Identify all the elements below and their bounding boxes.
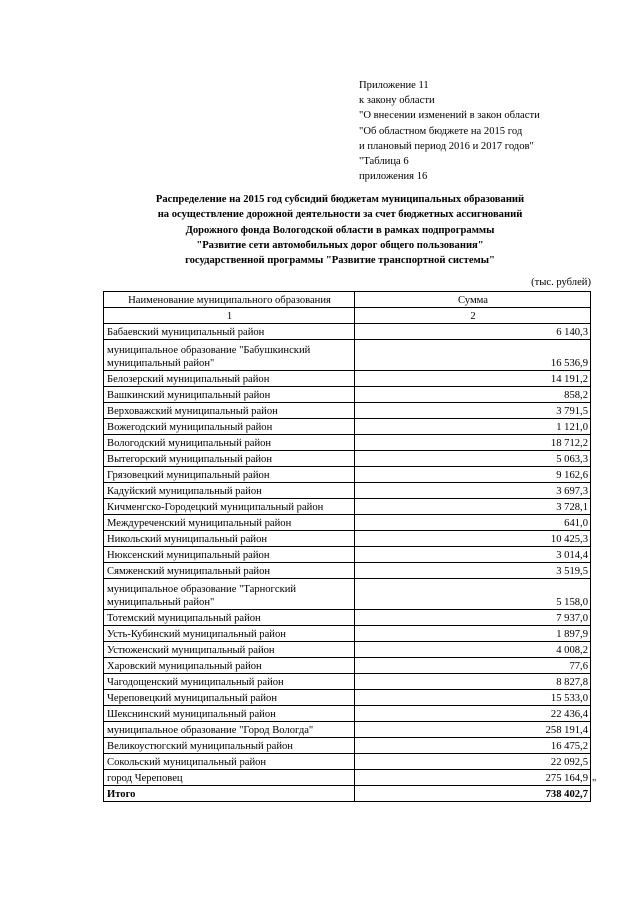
table-row xyxy=(104,610,591,626)
column-number-row xyxy=(104,308,591,324)
subsidy-amount: 8 827,8 xyxy=(355,674,591,690)
table-row xyxy=(104,754,591,770)
subsidy-amount: 3 697,3 xyxy=(355,483,591,499)
appendix-line: приложения 16 xyxy=(359,171,428,183)
subsidy-amount: 9 162,6 xyxy=(355,467,591,483)
municipality-name: Вашкинский муниципальный район xyxy=(104,387,355,403)
table-row xyxy=(104,483,591,499)
table-row xyxy=(104,451,591,467)
appendix-line: "О внесении изменений в закон области xyxy=(359,110,540,122)
subsidy-amount: 4 008,2 xyxy=(355,642,591,658)
subsidy-amount: 641,0 xyxy=(355,515,591,531)
municipality-name: Вологодский муниципальный район xyxy=(104,435,355,451)
table-row xyxy=(104,738,591,754)
municipality-name: Устюженский муниципальный район xyxy=(104,642,355,658)
municipality-name: Сямженский муниципальный район xyxy=(104,563,355,579)
total-row xyxy=(104,786,591,802)
subsidy-amount: 22 436,4 xyxy=(355,706,591,722)
municipality-name: Вытегорский муниципальный район xyxy=(104,451,355,467)
table-row xyxy=(104,371,591,387)
subsidy-amount: 10 425,3 xyxy=(355,531,591,547)
appendix-line: "Таблица 6 xyxy=(359,156,409,168)
municipality-name: Кадуйский муниципальный район xyxy=(104,483,355,499)
table-row xyxy=(104,626,591,642)
document-title xyxy=(100,192,580,268)
subsidy-amount: 16 475,2 xyxy=(355,738,591,754)
municipality-name: Вожегодский муниципальный район xyxy=(104,419,355,435)
title-line: Дорожного фонда Вологодской области в рамках подпрограммы xyxy=(185,224,495,236)
municipality-name: Усть-Кубинский муниципальный район xyxy=(104,626,355,642)
table-row xyxy=(104,403,591,419)
municipality-name: Кичменгско-Городецкий муниципальный район xyxy=(104,499,355,515)
subsidy-amount: 3 519,5 xyxy=(355,563,591,579)
header-name: Наименование муниципального образования xyxy=(104,292,355,308)
subsidy-amount: 6 140,3 xyxy=(355,324,591,340)
subsidy-amount: 16 536,9 xyxy=(355,340,591,371)
table-header-row xyxy=(104,292,591,308)
table-row xyxy=(104,515,591,531)
municipality-name: Грязовецкий муниципальный район xyxy=(104,467,355,483)
subsidy-amount: 275 164,9 xyxy=(355,770,591,786)
table-row xyxy=(104,324,591,340)
subsidy-amount: 7 937,0 xyxy=(355,610,591,626)
subsidy-amount: 1 897,9 xyxy=(355,626,591,642)
subsidy-amount: 18 712,2 xyxy=(355,435,591,451)
column-number-name: 1 xyxy=(104,308,355,324)
subsidy-amount: 258 191,4 xyxy=(355,722,591,738)
municipality-name: Междуреченский муниципальный район xyxy=(104,515,355,531)
municipality-name: Нюксенский муниципальный район xyxy=(104,547,355,563)
subsidy-amount: 3 791,5 xyxy=(355,403,591,419)
municipality-name: Шекснинский муниципальный район xyxy=(104,706,355,722)
municipality-name: муниципальное образование "Город Вологда" xyxy=(104,722,355,738)
table-row xyxy=(104,579,591,610)
subsidy-amount: 5 158,0 xyxy=(355,579,591,610)
municipality-name: Харовский муниципальный район xyxy=(104,658,355,674)
subsidy-amount: 5 063,3 xyxy=(355,451,591,467)
total-amount: 738 402,7 xyxy=(355,786,591,802)
municipality-name: Никольский муниципальный район xyxy=(104,531,355,547)
subsidy-amount: 3 728,1 xyxy=(355,499,591,515)
closing-quote: " xyxy=(592,778,597,789)
title-line: на осуществление дорожной деятельности за счет бюджетных ассигнований xyxy=(157,209,523,221)
municipality-name: муниципальное образование "Бабушкинский муниципальный район" xyxy=(104,340,355,371)
table-row xyxy=(104,770,591,786)
municipality-name: Череповецкий муниципальный район xyxy=(104,690,355,706)
table-row xyxy=(104,387,591,403)
subsidy-amount: 15 533,0 xyxy=(355,690,591,706)
table-row xyxy=(104,563,591,579)
subsidy-amount: 3 014,4 xyxy=(355,547,591,563)
table-row xyxy=(104,499,591,515)
table-row xyxy=(104,419,591,435)
appendix-line: "Об областном бюджете на 2015 год xyxy=(359,125,523,137)
municipality-name: Тотемский муниципальный район xyxy=(104,610,355,626)
table-row xyxy=(104,658,591,674)
total-label: Итого xyxy=(104,786,355,802)
table-row xyxy=(104,435,591,451)
column-number-sum: 2 xyxy=(355,308,591,324)
appendix-header xyxy=(359,78,540,184)
table-row xyxy=(104,706,591,722)
subsidy-amount: 858,2 xyxy=(355,387,591,403)
municipality-name: город Череповец xyxy=(104,770,355,786)
appendix-line: к закону области xyxy=(359,95,435,107)
table-row xyxy=(104,340,591,371)
table-row xyxy=(104,690,591,706)
subsidy-amount: 22 092,5 xyxy=(355,754,591,770)
title-line: Распределение на 2015 год субсидий бюджетам муниципальных образований xyxy=(155,194,525,205)
units-label: (тыс. рублей) xyxy=(531,277,591,288)
table-row xyxy=(104,674,591,690)
municipality-name: Верховажский муниципальный район xyxy=(104,403,355,419)
appendix-line: Приложение 11 xyxy=(359,80,429,91)
subsidy-amount: 14 191,2 xyxy=(355,371,591,387)
table-row xyxy=(104,642,591,658)
subsidy-amount: 77,6 xyxy=(355,658,591,674)
header-sum: Сумма xyxy=(355,292,591,308)
subsidy-table xyxy=(103,291,591,802)
municipality-name: муниципальное образование "Тарногский муниципальный район" xyxy=(104,579,355,610)
municipality-name: Великоустюгский муниципальный район xyxy=(104,738,355,754)
subsidy-amount: 1 121,0 xyxy=(355,419,591,435)
municipality-name: Бабаевский муниципальный район xyxy=(104,324,355,340)
table-row xyxy=(104,467,591,483)
title-line: государственной программы "Развитие транспортной системы" xyxy=(185,255,495,267)
table-row xyxy=(104,722,591,738)
municipality-name: Белозерский муниципальный район xyxy=(104,371,355,387)
table-row xyxy=(104,531,591,547)
table-row xyxy=(104,547,591,563)
municipality-name: Сокольский муниципальный район xyxy=(104,754,355,770)
appendix-line: и плановый период 2016 и 2017 годов" xyxy=(359,140,534,152)
municipality-name: Чагодощенский муниципальный район xyxy=(104,674,355,690)
title-line: "Развитие сети автомобильных дорог общего пользования" xyxy=(196,239,484,251)
